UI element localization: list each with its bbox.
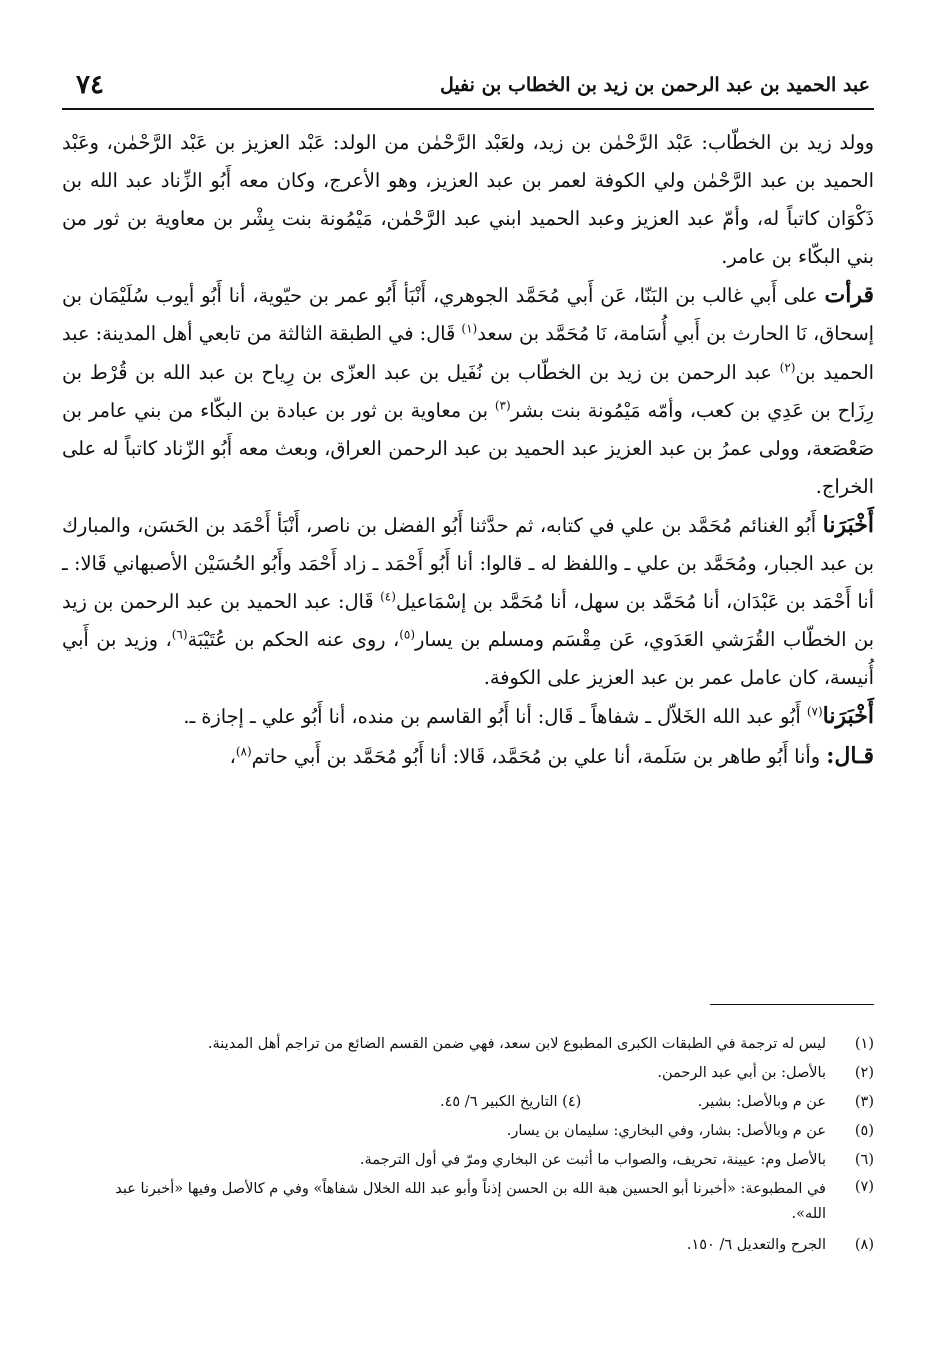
- paragraph-lead: أَخْبَرَنا: [822, 703, 874, 730]
- footnote-number: (١): [854, 1036, 874, 1052]
- paragraph: [62, 276, 874, 506]
- footnote-number: (٥): [854, 1123, 874, 1139]
- paragraph-text: بن معاوية بن ثور بن عبادة بن البكّاء من بني عامر بن صَعْصَعة، وولى عمرُ بن عبد العزيز عبد الحميد بن عبد الرحمن العراق، وبعث معه أَبُو الزّناد كاتباً له على الخراج.: [62, 398, 874, 498]
- paragraph-text: قَال: في الطبقة الثالثة من تابعي أهل المدينة: عبد الحميد بن: [62, 322, 874, 384]
- footnote-text: عن م وبالأصل: بشير.: [697, 1094, 826, 1110]
- footnote-text: بالأصل: بن أبي عبد الرحمن.: [657, 1065, 826, 1081]
- paragraph-text: ،: [229, 744, 236, 768]
- footnote-inline-extra: (٤) التاريخ الكبير ٦/ ٤٥.: [440, 1094, 582, 1110]
- footnote-item: [100, 1117, 874, 1146]
- paragraph-lead: قـال:: [826, 742, 874, 769]
- footnote-reference[interactable]: (١): [461, 322, 478, 337]
- footnote-item: [100, 1231, 874, 1260]
- footnote-reference[interactable]: (٤): [380, 589, 396, 604]
- paragraph: [62, 697, 874, 736]
- footnote-text: في المطبوعة: «أخبرنا أبو الحسين هبة الله بن الحسن إذناً وأبو عبد الله الخلال شفاهاً» وفي م كالأصل وفيها «أخبرنا عبد الله».: [115, 1181, 826, 1222]
- footnote-reference[interactable]: (٥): [399, 627, 416, 642]
- footnote-reference[interactable]: (٢): [779, 360, 796, 375]
- footnote-reference[interactable]: (٦): [171, 627, 188, 642]
- paragraph: [62, 124, 874, 276]
- footnote-number: (٢): [854, 1065, 874, 1081]
- footnote-text: ليس له ترجمة في الطبقات الكبرى المطبوع لابن سعد، فهي ضمن القسم الضائع من تراجم أهل المدينة.: [207, 1036, 826, 1052]
- paragraph-text: ، وزيد بن أَبي أُنيسة، كان عامل عمر بن عبد العزيز على الكوفة.: [62, 628, 874, 690]
- paragraph-text: أَبُو الغنائم مُحَمَّد بن علي في كتابه، ثم حدَّثنا أَبُو الفضل بن ناصر، أَنْبَأ أَحْمَد بن الحَسَن، والمبارك بن عبد الجبار، ومُحَمَّد بن علي ـ واللفظ له ـ قالوا: أنا أَبُو أَحْمَد ـ زاد أَحْمَد وأَبُو الحُسَيْن الأصبهاني قَالا: ـ أنا أَحْمَد بن عَبْدَان، أنا مُحَمَّد بن سهل، أنا مُحَمَّد بن إسْمَاعيل: [62, 513, 874, 614]
- paragraph-lead: قرأت: [824, 282, 874, 309]
- footnote-number: (٧): [854, 1179, 874, 1195]
- footnote-number: (٦): [854, 1152, 874, 1168]
- footnote-item: [100, 1088, 874, 1117]
- footnote-item: [100, 1059, 874, 1088]
- footnote-separator: [710, 1004, 874, 1005]
- paragraph-text: قَال: عبد الحميد بن عبد الرحمن بن زيد بن الخطّاب القُرَشي العَدَوي، عَن مِقْسَم ومسلم بن يسار: [62, 590, 874, 652]
- footnote-text: الجرح والتعديل ٦/ ١٥٠.: [686, 1237, 826, 1253]
- footnote-number: (٣): [854, 1094, 874, 1110]
- paragraph: [62, 737, 874, 776]
- footnote-text: بالأصل وم: عيينة، تحريف، والصواب ما أثبت عن البخاري ومرّ في أول الترجمة.: [359, 1152, 826, 1168]
- main-text: [62, 124, 874, 776]
- paragraph-text: وولد زيد بن الخطّاب: عَبْد الرَّحْمٰن بن زيد، ولعَبْد الرَّحْمٰن من الولد: عَبْد العزيز بن عَبْد الرَّحْمٰن، وعَبْد الحميد بن عبد الرَّحْمٰن ولي الكوفة لعمر بن عبد العزيز، وهو الأعرج، وكان معه أَبُو الزِّناد عبد الله بن ذَكْوَان كاتباً له، وأمّ عبد العزيز وعبد الحميد ابني عبد الرَّحْمٰن، مَيْمُونة بنت بِشْر بن معاوية بن ثور من بني البكّاء بن عامر.: [62, 131, 874, 269]
- footnote-reference[interactable]: (٣): [494, 398, 511, 413]
- paragraph-text: على أَبي غالب بن البَنّا، عَن أَبي مُحَمَّد الجوهري، أَنْبَأ أَبُو عمر بن حيّوية، أنا أَبُو أيوب سُلَيْمَان بن إسحاق، نَا الحارث بن أَبي أُسَامة، نَا مُحَمَّد بن سعد: [62, 284, 874, 346]
- footnote-reference[interactable]: (٧): [806, 704, 823, 719]
- paragraph-text: وأنا أَبُو طاهر بن سَلَمة، أنا علي بن مُحَمَّد، قَالا: أنا أَبُو مُحَمَّد بن أَبي حاتم: [251, 744, 827, 768]
- footnote-item: [100, 1175, 874, 1231]
- page-number: ٧٤: [76, 70, 104, 100]
- footnote-reference[interactable]: (٨): [235, 744, 252, 759]
- paragraph-lead: أَخْبَرَنا: [822, 511, 874, 538]
- footnote-item: [100, 1146, 874, 1175]
- footnote-text: عن م وبالأصل: بشار، وفي البخاري: سليمان بن يسار.: [506, 1123, 826, 1139]
- paragraph-text: ، روى عنه الحكم بن عُتَيْبَة: [187, 628, 400, 652]
- paragraph-text: عبد الرحمن بن زيد بن الخطّاب بن نُفَيل بن عبد العزّى بن رِياح بن عبد الله بن قُرْط بن رِزَاح بن عَدِي بن كعب، وأمّه مَيْمُونة بنت بشر: [62, 360, 874, 422]
- running-title: عبد الحميد بن عبد الرحمن بن زيد بن الخطاب بن نفيل: [439, 74, 870, 96]
- page-header: [62, 68, 874, 110]
- footnote-item: [100, 1030, 874, 1059]
- paragraph-text: أَبُو عبد الله الخَلاّل ـ شفاهاً ـ قَال: أنا أَبُو القاسم بن منده، أنا أَبُو علي ـ إجازة ـ.: [183, 705, 807, 729]
- footnote-number: (٨): [854, 1237, 874, 1253]
- footnotes: [100, 1030, 874, 1260]
- paragraph: [62, 506, 874, 697]
